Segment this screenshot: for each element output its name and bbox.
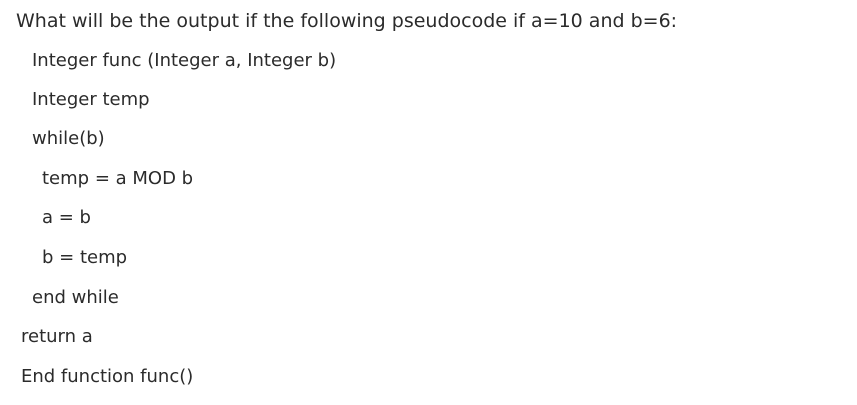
code-line-end-function: End function func() xyxy=(21,366,194,387)
code-line-while: while(b) xyxy=(32,128,105,149)
code-line-temp-assign: temp = a MOD b xyxy=(42,168,194,189)
code-line-declare-temp: Integer temp xyxy=(32,89,150,110)
code-line-a-assign: a = b xyxy=(42,207,91,228)
question-text: What will be the output if the following pseudocode if a=10 and b=6: xyxy=(16,10,678,32)
code-line-return: return a xyxy=(21,326,93,347)
code-line-function-signature: Integer func (Integer a, Integer b) xyxy=(32,50,337,71)
code-line-end-while: end while xyxy=(32,287,119,308)
code-line-b-assign: b = temp xyxy=(42,247,128,268)
